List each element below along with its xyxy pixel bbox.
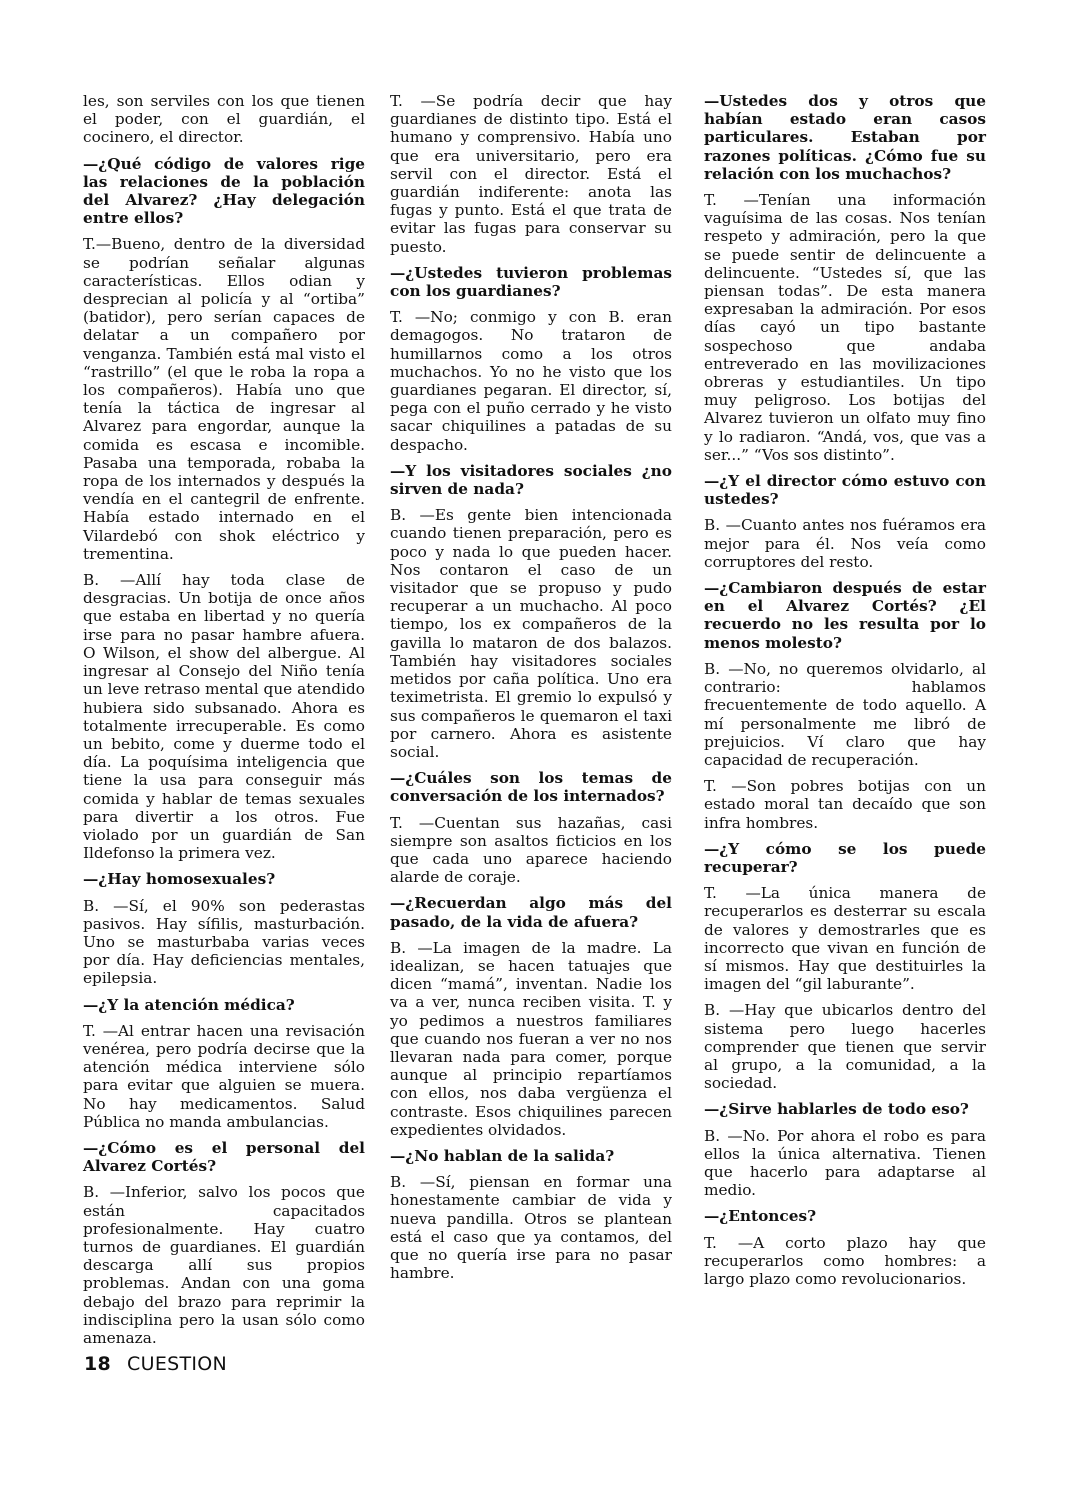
answer-paragraph: T. —Al entrar hacen una revisación venérea, pero podría decirse que la atención médica interviene sólo para evitar que alguien se muera. No hay medicamentos. Salud Pública no manda ambulancias. [83,1021,365,1131]
answer-paragraph: B. —Sí, piensan en formar una honestamente cambiar de vida y nueva pandilla. Otros se plantean está el caso que ya contamos, del que no quería irse para no pasar hambre. [390,1173,672,1283]
answer-paragraph: B. —Cuanto antes nos fuéramos era mejor para él. Nos veía como corruptores del resto. [704,516,986,571]
answer-paragraph: B. —Es gente bien intencionada cuando tienen preparación, pero es poco y nada lo que pueden hacer. Nos contaron el caso de un visitador que se propuso y pudo recuperar a un muchacho. Al poco tiempo, los ex compañeros de la gavilla lo mataron de dos balazos. También hay visitadores sociales metidos por caña política. Uno era teximetrista. El gremio lo expulsó y sus compañeros le quemaron el taxi por carnero. Ahora es asistente social. [390,506,672,761]
question-paragraph: —¿Hay homosexuales? [83,870,276,889]
answer-paragraph: les, son serviles con los que tienen el poder, con el guardián, el cocinero, el director. [83,92,365,147]
question-paragraph: —¿No hablan de la salida? [390,1146,615,1165]
question-paragraph: —¿Sirve hablarles de todo eso? [704,1100,969,1119]
magazine-name: CUESTION [127,1353,228,1375]
answer-paragraph: T. —Son pobres botijas con un estado moral tan decaído que son infra hombres. [704,777,986,832]
answer-paragraph: B. —Allí hay toda clase de desgracias. Un botija de once años que estaba en libertad y no quería irse para no pasar hambre afuera. O Wilson, el show del albergue. Al ingresar al Consejo del Niño tenía un leve retraso mental que atendido hubiera sido subsanado. Ahora es totalmente irrecuperable. Es como un bebito, come y duerme todo el día. La poquísima inteligencia que tiene la usa para conseguir más comida y hablar de temas sexuales para divertir a los otros. Fue violado por un guardián de San Ildefonso la primera vez. [83,571,365,863]
text-column-3 [704,92,986,1296]
answer-paragraph: T. —Tenían una información vaguísima de las cosas. Nos tenían respeto y admiración, pero la que se puede sentir de delincuente a delincuente. “Ustedes sí, que las piensan todas”. De esta manera expresaban la admiración. Por esos días cayó un tipo bastante sospechoso que andaba entreverado en las movilizaciones obreras y estudiantiles. Un tipo muy peligroso. Los botijas del Alvarez tuvieron un olfato muy fino y lo radiaron. “Andá, vos, que vas a ser...” “Vos sos distinto”. [704,191,986,464]
answer-paragraph: T. —Cuentan sus hazañas, casi siempre son asaltos ficticios en los que cada uno aparece haciendo alarde de coraje. [390,813,672,887]
answer-paragraph: T.—Bueno, dentro de la diversidad se podrían señalar algunas características. Ellos odian y desprecian al policía y al “ortiba” (batidor), pero serían capaces de delatar a un compañero por venganza. También está mal visto el “rastrillo” (el que le roba la ropa a los compañeros). Había uno que tenía la táctica de ingresar al Alvarez para engordar, aunque la comida es escasa e incomible. Pasaba una temporada, robaba la ropa de los internados y después la vendía en el cantegril de enfrente. Había estado internado en el Vilardebó con shok eléctrico y trementina. [83,235,365,563]
question-paragraph: —¿Y la atención médica? [83,995,295,1014]
question-paragraph: —Ustedes dos y otros que habían estado eran casos particulares. Estaban por razones políticas. ¿Cómo fue su relación con los muchachos? [704,92,986,183]
answer-paragraph: B. —Inferior, salvo los pocos que están capacitados profesionalmente. Hay cuatro turnos de guardianes. El guardián descarga allí sus propios problemas. Andan con una goma debajo del brazo para reprimir la indisciplina pero la usan sólo como amenaza. [83,1183,365,1347]
question-paragraph: —¿Entonces? [704,1207,817,1226]
question-paragraph: —¿Qué código de valores rige las relaciones de la población del Alvarez? ¿Hay delegación entre ellos? [83,154,365,228]
question-paragraph: —¿Ustedes tuvieron problemas con los guardianes? [390,263,672,301]
question-paragraph: —Y los visitadores sociales ¿no sirven de nada? [390,461,672,499]
answer-paragraph: B. —Sí, el 90% son pederastas pasivos. Hay sífilis, masturbación. Uno se masturbaba varias veces por día. Hay deficiencias mentales, epilepsia. [83,896,365,988]
answer-paragraph: T. —A corto plazo hay que recuperarlos como hombres: a largo plazo como revolucionarios. [704,1233,986,1288]
answer-paragraph: B. —Hay que ubicarlos dentro del sistema pero luego hacerles comprender que tienen que servir al grupo, a la comunidad, a la sociedad. [704,1001,986,1093]
question-paragraph: —¿Cambiaron después de estar en el Alvarez Cortés? ¿El recuerdo no les resulta por lo menos molesto? [704,579,986,652]
question-paragraph: —¿Recuerdan algo más del pasado, de la vida de afuera? [390,894,672,931]
text-column-1 [83,92,365,1355]
answer-paragraph: B. —La imagen de la madre. La idealizan, se hacen tatuajes que dicen “mamá”, inventan. Nadie los va a ver, nunca reciben visita. T. y yo pedimos a nuestros familiares que cuando nos fueran a ver no nos llevaran nada para comer, porque aunque al principio repartíamos con ellos, nos daba vergüenza el contraste. Esos chiquilines parecen expedientes olvidados. [390,938,672,1139]
answer-paragraph: T. —La única manera de recuperarlos es desterrar su escala de valores y demostrarles que es incorrecto que vivan en función de sí mismos. Hay que destituirles la imagen del “gil laburante”. [704,884,986,994]
page-footer [84,1353,227,1375]
answer-paragraph: T. —No; conmigo y con B. eran demagogos. No trataron de humillarnos como a los otros muchachos. Yo no he visto que los guardianes pegaran. El director, sí, pega con el puño cerrado y he visto sacar chiquilines a patadas de su despacho. [390,308,672,454]
question-paragraph: —¿Cómo es el personal del Alvarez Cortés? [83,1138,365,1176]
text-column-2 [390,92,672,1290]
page-number: 18 [84,1353,112,1375]
answer-paragraph: B. —No, no queremos olvidarlo, al contrario: hablamos frecuentemente de todo aquello. A mí personalmente me libró de prejuicios. Ví claro que hay capacidad de recuperación. [704,659,986,769]
answer-paragraph: B. —No. Por ahora el robo es para ellos la única alternativa. Tienen que hacerlo para adaptarse al medio. [704,1126,986,1200]
question-paragraph: —¿Y cómo se los puede recuperar? [704,839,986,876]
question-paragraph: —¿Y el director cómo estuvo con ustedes? [704,472,986,509]
question-paragraph: —¿Cuáles son los temas de conversación de los internados? [390,769,672,806]
answer-paragraph: T. —Se podría decir que hay guardianes de distinto tipo. Está el humano y comprensivo. Había uno que era universitario, pero era servil con el director. Está el guardián indiferente: anota las fugas y punto. Está el que trata de evitar las fugas para conservar su puesto. [390,92,672,256]
